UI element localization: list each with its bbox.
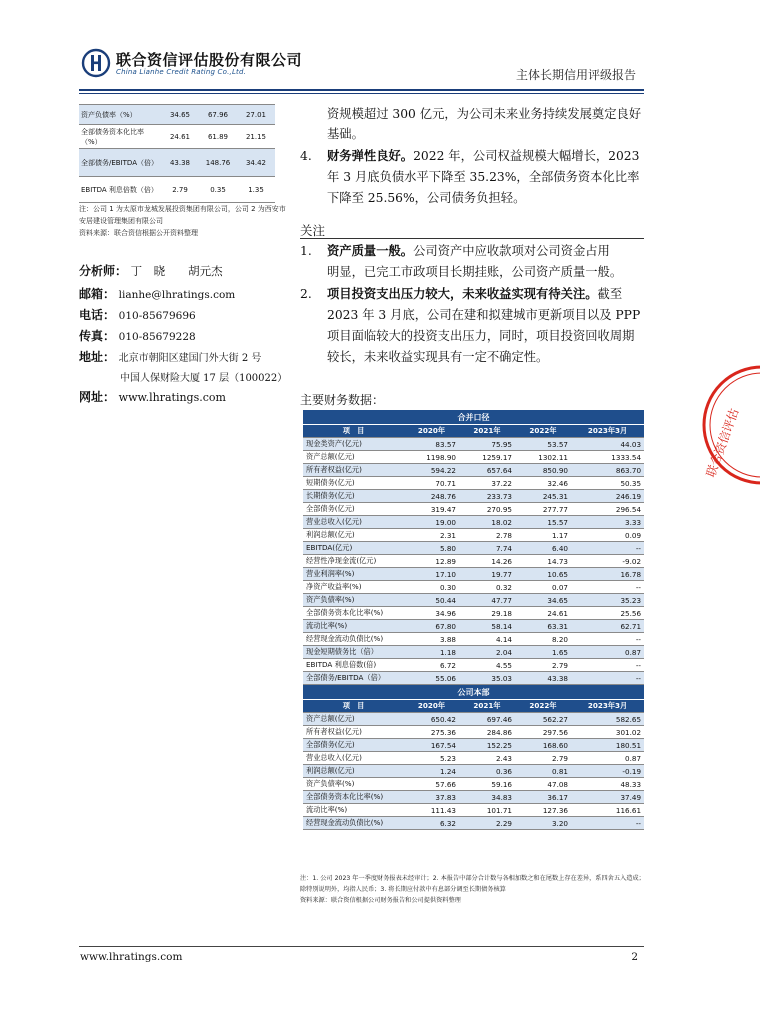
table-row (303, 477, 644, 490)
phone-label: 电话： (79, 308, 116, 322)
cell: 27.01 (237, 105, 275, 125)
column-header: 2023年3月 (571, 425, 644, 438)
cell: 53.57 (515, 438, 571, 451)
strength-item-4-line3: 下降至 25.56%，公司债务负担轻。 (327, 191, 526, 205)
table-header-row (303, 700, 644, 713)
table-row (303, 791, 644, 804)
address-label: 地址： (79, 350, 116, 364)
cell: 34.65 (515, 594, 571, 607)
financial-data-heading: 主要财务数据： (300, 393, 385, 407)
cell: 3.20 (515, 817, 571, 830)
table-row (303, 529, 644, 542)
cell: 152.25 (459, 739, 515, 752)
cell: 58.14 (459, 620, 515, 633)
table-row (303, 765, 644, 778)
cell: 34.65 (161, 105, 199, 125)
analyst-line (79, 262, 299, 279)
cell: 116.61 (571, 804, 644, 817)
cell: 48.33 (571, 778, 644, 791)
cell: 59.16 (459, 778, 515, 791)
row-label: 利润总额(亿元) (303, 765, 404, 778)
table-section-title (303, 410, 644, 425)
cell: 2.79 (161, 177, 199, 203)
cell: 19.77 (459, 568, 515, 581)
cell: 34.42 (237, 149, 275, 177)
cell: 657.64 (459, 464, 515, 477)
cell: 650.42 (404, 713, 459, 726)
financial-data-table (303, 410, 644, 830)
cell: 6.32 (404, 817, 459, 830)
email-line (79, 285, 299, 302)
cell: -- (571, 542, 644, 555)
table-row (303, 804, 644, 817)
cell: -- (571, 817, 644, 830)
source-text: 资料来源：联合资信根据公司财务报告和公司提供资料整理 (300, 897, 461, 904)
cell: 67.96 (199, 105, 237, 125)
cell: 697.46 (459, 713, 515, 726)
cell: 12.89 (404, 555, 459, 568)
row-label: 净资产收益率(%) (303, 581, 404, 594)
company-name-en: China Lianhe Credit Rating Co.,Ltd. (116, 68, 247, 76)
row-label: 经营现金流动负债比(%) (303, 817, 404, 830)
cell: 19.00 (404, 516, 459, 529)
cell: 0.87 (571, 646, 644, 659)
address-text-2: 中国人保财险大厦 17 层（100022） (120, 373, 288, 384)
cell: 180.51 (571, 739, 644, 752)
cell: 43.38 (515, 672, 571, 685)
footer-rule (79, 946, 644, 947)
web-line (79, 388, 299, 405)
cell: 319.47 (404, 503, 459, 516)
row-label: 所有者权益(亿元) (303, 464, 404, 477)
continued-text-line2: 基础。 (327, 127, 364, 141)
column-header: 项 目 (303, 425, 404, 438)
row-label: 经营性净现金流(亿元) (303, 555, 404, 568)
continued-text-line1: 资规模超过 300 亿元，为公司未来业务持续发展奠定良好 (327, 107, 642, 121)
cell: 15.57 (515, 516, 571, 529)
cell: -- (571, 633, 644, 646)
fax-line (79, 327, 299, 344)
cell: 29.18 (459, 607, 515, 620)
table-row (303, 778, 644, 791)
row-label: 资产负债率(%) (303, 594, 404, 607)
cell: 1.17 (515, 529, 571, 542)
concern-1-line2: 明显，已完工市政项目长期挂账，公司资产质量一般。 (327, 265, 623, 279)
cell: 4.14 (459, 633, 515, 646)
table-row (303, 516, 644, 529)
fax-number: 010-85679228 (118, 331, 196, 343)
cell: 67.80 (404, 620, 459, 633)
concern-2-line3: 项目面临较大的投资支出压力，同时，项目投资回收周期 (327, 329, 635, 343)
cell: 55.06 (404, 672, 459, 685)
concerns-heading: 关注 (300, 223, 326, 238)
phone-number: 010-85679696 (118, 310, 196, 322)
cell: 32.46 (515, 477, 571, 490)
table-row (303, 594, 644, 607)
table-section-title (303, 685, 644, 700)
analyst-label: 分析师： (79, 264, 128, 278)
row-label: 全部债务资本化比率(%) (303, 791, 404, 804)
cell: 10.65 (515, 568, 571, 581)
cell: 75.95 (459, 438, 515, 451)
row-label: 利润总额(亿元) (303, 529, 404, 542)
concern-1 (327, 241, 610, 261)
concern-2 (327, 284, 622, 304)
row-label: 长期债务(亿元) (303, 490, 404, 503)
table-row (79, 105, 275, 125)
row-label: 全部债务(亿元) (303, 503, 404, 516)
address-text: 北京市朝阳区建国门外大街 2 号 (118, 353, 262, 364)
cell: 61.89 (199, 125, 237, 149)
column-header: 2021年 (459, 425, 515, 438)
concern-2-heading: 项目投资支出压力较大，未来收益实现有待关注。 (327, 287, 598, 301)
cell: 16.78 (571, 568, 644, 581)
cell: 24.61 (161, 125, 199, 149)
row-label: 流动比率(%) (303, 620, 404, 633)
concern-2-number: 2. (300, 287, 312, 301)
web-label: 网址： (79, 390, 116, 404)
row-label: EBITDA 利息倍数(倍) (303, 659, 404, 672)
cell: 594.22 (404, 464, 459, 477)
cell: 1.24 (404, 765, 459, 778)
cell: 25.56 (571, 607, 644, 620)
cell: 111.43 (404, 804, 459, 817)
row-label: 资产总额(亿元) (303, 713, 404, 726)
cell: 2.31 (404, 529, 459, 542)
row-label: 营业利润率(%) (303, 568, 404, 581)
email-label: 邮箱： (79, 287, 116, 301)
cell: 0.35 (199, 177, 237, 203)
header-rule-thin (79, 93, 644, 94)
cell: 0.07 (515, 581, 571, 594)
cell: 2.04 (459, 646, 515, 659)
table-header-row (303, 425, 644, 438)
table-row (303, 620, 644, 633)
cell: 0.36 (459, 765, 515, 778)
row-label: 全部债务/EBITDA（倍） (79, 149, 161, 177)
concern-1-text: 公司资产中应收款项对公司资金占用 (413, 244, 610, 258)
cell: 850.90 (515, 464, 571, 477)
cell: 47.08 (515, 778, 571, 791)
cell: 35.23 (571, 594, 644, 607)
row-label: EBITDA 利息倍数（倍） (79, 177, 161, 203)
cell: 0.87 (571, 752, 644, 765)
cell: 0.81 (515, 765, 571, 778)
peer-comparison-table (79, 104, 275, 203)
note-text: 注：1. 公司 2023 年一季度财务报表未经审计；2. 本报告中部分合计数与各相加数之和在尾数上存在差异，系四舍五入造成；除特别说明外，均指人民币；3. 将长期应付款中有息部分调至长期债务核算 (300, 875, 645, 893)
cell: 2.43 (459, 752, 515, 765)
strength-item-4-text: 2022 年，公司权益规模大幅增长，2023 (413, 149, 640, 163)
row-label: 经营现金流动负债比(%) (303, 633, 404, 646)
cell: 62.71 (571, 620, 644, 633)
cell: 35.03 (459, 672, 515, 685)
table-row (303, 451, 644, 464)
cell: 301.02 (571, 726, 644, 739)
cell: 6.40 (515, 542, 571, 555)
cell: 34.96 (404, 607, 459, 620)
cell: 1198.90 (404, 451, 459, 464)
cell: 2.79 (515, 752, 571, 765)
cell: 18.02 (459, 516, 515, 529)
cell: 2.29 (459, 817, 515, 830)
cell: 0.32 (459, 581, 515, 594)
cell: 34.83 (459, 791, 515, 804)
row-label: 营业总收入(亿元) (303, 752, 404, 765)
table-row (303, 726, 644, 739)
cell: 167.54 (404, 739, 459, 752)
cell: 168.60 (515, 739, 571, 752)
cell: 6.72 (404, 659, 459, 672)
strength-item-4-line2: 年 3 月底负债水平下降至 35.23%，全部债务资本化比率 (327, 170, 640, 184)
cell: 270.95 (459, 503, 515, 516)
cell: 2.79 (515, 659, 571, 672)
row-label: 现金类资产(亿元) (303, 438, 404, 451)
cell: 36.17 (515, 791, 571, 804)
concern-1-heading: 资产质量一般。 (327, 244, 414, 258)
column-header: 2023年3月 (571, 700, 644, 713)
cell: 7.74 (459, 542, 515, 555)
concern-1-number: 1. (300, 244, 312, 258)
cell: 83.57 (404, 438, 459, 451)
row-label: 所有者权益(亿元) (303, 726, 404, 739)
column-header: 2020年 (404, 700, 459, 713)
cell: 1302.11 (515, 451, 571, 464)
note-text: 注：公司 1 为太原市龙城发展投资集团有限公司，公司 2 为西安市安居建设管理集团有限公司 (79, 205, 286, 225)
table-row (303, 659, 644, 672)
cell: 296.54 (571, 503, 644, 516)
row-label: 现金短期债务比（倍） (303, 646, 404, 659)
row-label: 资产负债率(%) (303, 778, 404, 791)
cell: 248.76 (404, 490, 459, 503)
financial-table-note (300, 873, 645, 906)
phone-line (79, 306, 299, 323)
table-row (303, 438, 644, 451)
row-label: 流动比率(%) (303, 804, 404, 817)
section-title-cell: 合并口径 (303, 410, 644, 425)
cell: 1.35 (237, 177, 275, 203)
header-rule (79, 89, 644, 91)
column-header: 2022年 (515, 425, 571, 438)
cell: 297.56 (515, 726, 571, 739)
table-row (303, 464, 644, 477)
table-row (303, 633, 644, 646)
table-row (303, 607, 644, 620)
table-row (303, 555, 644, 568)
table-row (303, 581, 644, 594)
cell: 284.86 (459, 726, 515, 739)
cell: 57.66 (404, 778, 459, 791)
table-row (303, 817, 644, 830)
footer-website[interactable]: www.lhratings.com (80, 951, 183, 963)
cell: 148.76 (199, 149, 237, 177)
strength-item-4-number: 4. (300, 149, 312, 163)
concerns-rule (300, 238, 644, 239)
cell: 47.77 (459, 594, 515, 607)
row-label: 全部债务资本化比率（%） (79, 125, 161, 149)
cell: 14.73 (515, 555, 571, 568)
row-label: EBITDA(亿元) (303, 542, 404, 555)
concern-2-line4: 较长，未来收益实现具有一定不确定性。 (327, 350, 549, 364)
row-label: 资产负债率（%） (79, 105, 161, 125)
company-name-cn: 联合资信评估股份有限公司 (116, 51, 303, 69)
cell: 24.61 (515, 607, 571, 620)
cell: 4.55 (459, 659, 515, 672)
source-text: 资料来源：联合资信根据公开资料整理 (79, 229, 198, 237)
table-row (303, 713, 644, 726)
cell: 17.10 (404, 568, 459, 581)
cell: 101.71 (459, 804, 515, 817)
table-row (79, 125, 275, 149)
cell: 275.36 (404, 726, 459, 739)
cell: -- (571, 659, 644, 672)
cell: 127.36 (515, 804, 571, 817)
cell: 3.33 (571, 516, 644, 529)
peer-table-note (79, 203, 289, 239)
cell: 1259.17 (459, 451, 515, 464)
cell: 1333.54 (571, 451, 644, 464)
concern-2-text: 截至 (597, 287, 623, 301)
table-row (79, 149, 275, 177)
cell: 21.15 (237, 125, 275, 149)
row-label: 全部债务/EBITDA（倍） (303, 672, 404, 685)
column-header: 2020年 (404, 425, 459, 438)
column-header: 2022年 (515, 700, 571, 713)
cell: 562.27 (515, 713, 571, 726)
table-row (79, 177, 275, 203)
web-link[interactable]: www.lhratings.com (118, 391, 226, 404)
cell: 3.88 (404, 633, 459, 646)
cell: 50.35 (571, 477, 644, 490)
table-row (303, 568, 644, 581)
row-label: 全部债务资本化比率(%) (303, 607, 404, 620)
row-label: 短期债务(亿元) (303, 477, 404, 490)
svg-text:联合资信评估: 联合资信评估 (703, 406, 742, 480)
cell: 50.44 (404, 594, 459, 607)
table-row (303, 490, 644, 503)
column-header: 2021年 (459, 700, 515, 713)
page-number: 2 (631, 951, 638, 963)
cell: 14.26 (459, 555, 515, 568)
strength-item-4-heading: 财务弹性良好。 (327, 149, 414, 163)
cell: 245.31 (515, 490, 571, 503)
cell: -9.02 (571, 555, 644, 568)
concern-2-line2: 2023 年 3 月底，公司在建和拟建城市更新项目以及 PPP (327, 308, 641, 322)
table-row (303, 542, 644, 555)
section-title-cell: 公司本部 (303, 685, 644, 700)
cell: 63.31 (515, 620, 571, 633)
company-seal-icon (700, 360, 760, 490)
table-row (303, 646, 644, 659)
cell: 37.49 (571, 791, 644, 804)
company-logo-icon (82, 49, 110, 77)
cell: 863.70 (571, 464, 644, 477)
strength-item-4 (327, 146, 639, 166)
table-row (303, 752, 644, 765)
cell: -- (571, 672, 644, 685)
cell: 246.19 (571, 490, 644, 503)
cell: 277.77 (515, 503, 571, 516)
row-label: 营业总收入(亿元) (303, 516, 404, 529)
row-label: 资产总额(亿元) (303, 451, 404, 464)
row-label: 全部债务(亿元) (303, 739, 404, 752)
cell: 70.71 (404, 477, 459, 490)
cell: -0.19 (571, 765, 644, 778)
analyst-names: 丁 晓 胡元杰 (130, 264, 223, 278)
fax-label: 传真： (79, 329, 116, 343)
email-link[interactable]: lianhe@lhratings.com (118, 289, 236, 301)
table-row (303, 739, 644, 752)
cell: 5.80 (404, 542, 459, 555)
cell: 37.83 (404, 791, 459, 804)
report-type-title: 主体长期信用评级报告 (515, 68, 636, 82)
address-line (79, 348, 299, 365)
cell: 37.22 (459, 477, 515, 490)
cell: -- (571, 581, 644, 594)
cell: 233.73 (459, 490, 515, 503)
cell: 5.23 (404, 752, 459, 765)
cell: 43.38 (161, 149, 199, 177)
cell: 44.03 (571, 438, 644, 451)
cell: 1.65 (515, 646, 571, 659)
cell: 2.78 (459, 529, 515, 542)
cell: 1.18 (404, 646, 459, 659)
cell: 0.30 (404, 581, 459, 594)
cell: 8.20 (515, 633, 571, 646)
table-row (303, 672, 644, 685)
table-row (303, 503, 644, 516)
cell: 0.09 (571, 529, 644, 542)
column-header: 项 目 (303, 700, 404, 713)
cell: 582.65 (571, 713, 644, 726)
